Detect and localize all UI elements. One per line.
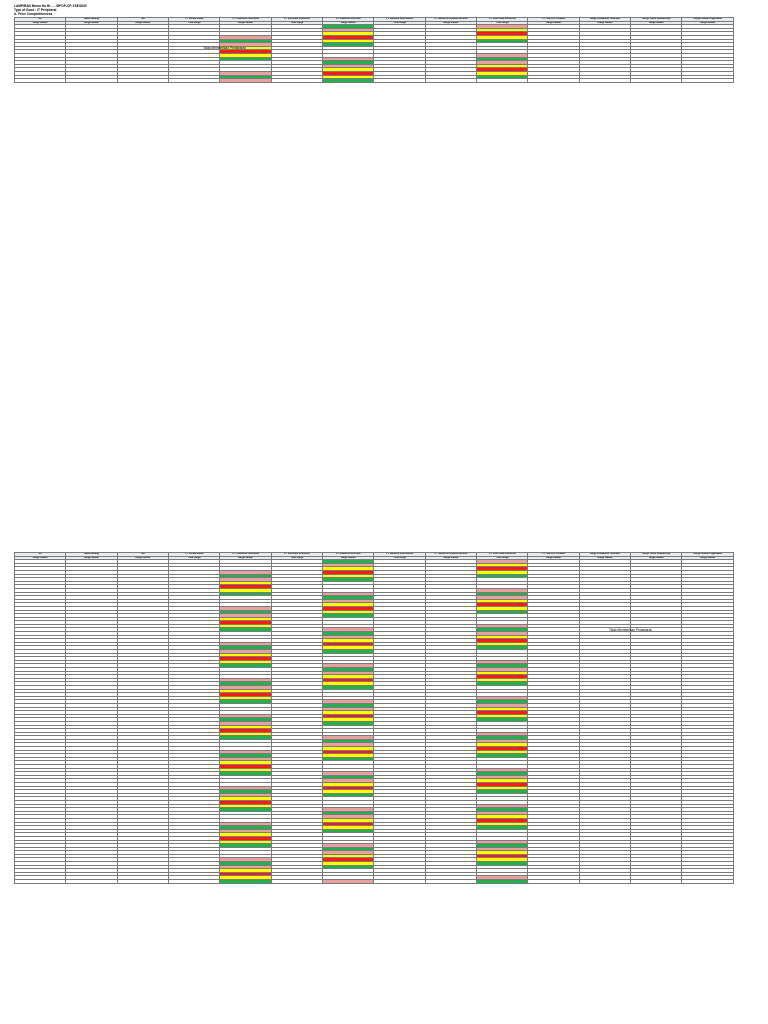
column-header: PT. Jeli Arto Perkasa (528, 553, 579, 557)
column-subheader: Total Harga (477, 21, 528, 25)
column-subheader: Harga Satuan (528, 21, 579, 25)
column-header: PT. Mahkota Dharmaindo (374, 18, 425, 22)
column-subheader: Harga Satuan (682, 21, 734, 25)
table-cell (66, 880, 117, 884)
table-cell (682, 880, 734, 884)
table-cell (579, 880, 630, 884)
table-cell (528, 79, 579, 83)
column-subheader: Total Harga (374, 556, 425, 560)
column-subheader: Total Harga (477, 556, 528, 560)
table-cell (477, 880, 528, 884)
table-cell (425, 79, 476, 83)
column-subheader: Harga Satuan (117, 21, 168, 25)
table-cell (682, 79, 734, 83)
unavailable-note: Tidak Memberikan Penawaran (203, 46, 247, 50)
column-header: Harga Pasaran Digunakan (682, 18, 734, 22)
column-header: Harga Pasaran Digunakan (682, 553, 734, 557)
price-table-bottom (14, 552, 734, 884)
table-cell (169, 880, 220, 884)
column-subheader: Total Harga (374, 21, 425, 25)
column-subheader: Harga Satuan (220, 556, 271, 560)
column-subheader: Harga Satuan (425, 556, 476, 560)
table-cell (631, 79, 682, 83)
column-subheader: Harga Satuan (117, 556, 168, 560)
column-header: PT. Kreasindo Indonesia (220, 18, 271, 22)
unavailable-note: Tidak Memberikan Penawaran (609, 628, 653, 632)
column-header: PT. Global Media (169, 553, 220, 557)
column-header: Harga Tahun Sebelumnya (631, 553, 682, 557)
column-header: PT. Jeli Arto Perkasa (528, 18, 579, 22)
table-cell (220, 79, 271, 83)
column-subheader: Harga Satuan (15, 556, 66, 560)
column-subheader: Harga Satuan (579, 21, 630, 25)
column-subheader: Harga Satuan (323, 21, 374, 25)
column-subheader: Total Harga (169, 556, 220, 560)
table-cell (579, 79, 630, 83)
column-subheader: Harga Satuan (66, 21, 117, 25)
column-subheader: Total Harga (169, 21, 220, 25)
column-subheader: Harga Satuan (425, 21, 476, 25)
column-header: No (15, 553, 66, 557)
table-cell (117, 79, 168, 83)
column-subheader: Total Harga (271, 21, 322, 25)
table-cell (425, 880, 476, 884)
column-header: PT. Omni Data Indonesia (477, 553, 528, 557)
column-header: PT. Mahkota Dharmaindo (374, 553, 425, 557)
column-header: Nama Barang (66, 18, 117, 22)
table-cell (66, 79, 117, 83)
table-row (15, 880, 734, 884)
table-cell (323, 880, 374, 884)
column-header: PT. Media Informatika Sentosa (425, 553, 476, 557)
column-header: PT. Intermedi Solusindo (271, 18, 322, 22)
column-header: PT. Sudarma Informasi (323, 553, 374, 557)
table-cell (15, 79, 66, 83)
column-header: PT. Sudarma Informasi (323, 18, 374, 22)
column-header: Harga Penawaran Terendah (579, 18, 630, 22)
document-header (14, 4, 87, 16)
column-subheader: Harga Satuan (220, 21, 271, 25)
column-header: PT. Omni Data Indonesia (477, 18, 528, 22)
column-subheader: Total Harga (271, 556, 322, 560)
table-cell (169, 79, 220, 83)
table-cell (117, 880, 168, 884)
column-header: PT. Media Informatika Sentosa (425, 18, 476, 22)
column-subheader: Harga Satuan (579, 556, 630, 560)
table-cell (271, 79, 322, 83)
column-header: Sat (117, 18, 168, 22)
table-cell (528, 880, 579, 884)
column-header: Harga Tahun Sebelumnya (631, 18, 682, 22)
section-title: A. Price Competitiveness (14, 12, 53, 16)
column-subheader: Harga Satuan (66, 556, 117, 560)
column-header: Nama Barang (66, 553, 117, 557)
memo-line: LAMPIRAN Memo No.Hi….../DPOP-CP-YSE/2020 (14, 4, 87, 8)
column-header: PT. Kreasindo Indonesia (220, 553, 271, 557)
column-header: Harga Penawaran Terendah (579, 553, 630, 557)
type-of-good-line: Type of Good : IT Peripheral (14, 8, 57, 12)
column-header: PT. Intermedi Solusindo (271, 553, 322, 557)
column-subheader: Harga Satuan (323, 556, 374, 560)
column-header: Sat (117, 553, 168, 557)
table-cell (220, 880, 271, 884)
column-header: PT. Global Media (169, 18, 220, 22)
table-cell (477, 79, 528, 83)
table-cell (323, 79, 374, 83)
table-cell (15, 880, 66, 884)
table-row (15, 79, 734, 83)
column-subheader: Harga Satuan (528, 556, 579, 560)
column-subheader: Harga Satuan (631, 556, 682, 560)
table-cell (631, 880, 682, 884)
table-cell (374, 79, 425, 83)
price-table-top (14, 17, 734, 83)
column-subheader: Harga Satuan (15, 21, 66, 25)
column-subheader: Harga Satuan (631, 21, 682, 25)
column-header: No (15, 18, 66, 22)
table-cell (271, 880, 322, 884)
column-subheader: Harga Satuan (682, 556, 734, 560)
table-cell (374, 880, 425, 884)
